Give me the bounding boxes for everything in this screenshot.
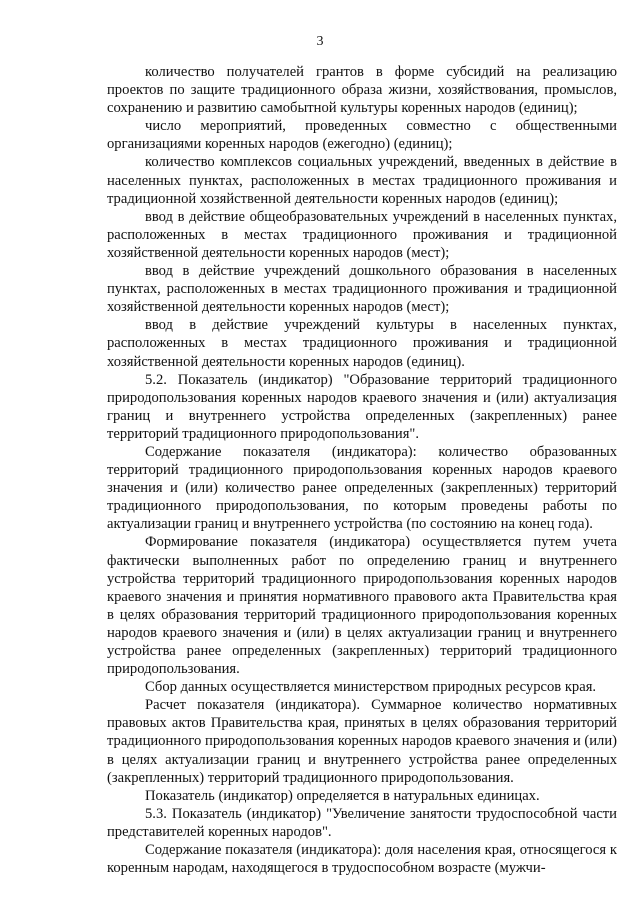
- paragraph-culture-institutions: ввод в действие учреждений культуры в населенных пунктах, расположенных в местах традиционного проживания и традиционной хозяйственной деятельности коренных народов (единиц).: [107, 317, 617, 370]
- page-number: 3: [316, 34, 324, 49]
- paragraph-preschools: ввод в действие учреждений дошкольного образования в населенных пунктах, расположенных в местах традиционного проживания и традиционной хозяйственной деятельности коренных народов (мест);: [107, 263, 617, 316]
- document-body: [107, 63, 617, 877]
- paragraph-grant-recipients: количество получателей грантов в форме субсидий на реализацию проектов по защите традиционного образа жизни, хозяйствования, промыслов, сохранению и развитию самобытной культуры коренных народов (единиц);: [107, 64, 617, 117]
- paragraph-schools: ввод в действие общеобразовательных учреждений в населенных пунктах, расположенных в местах традиционного проживания и традиционной хозяйственной деятельности коренных народов (мест);: [107, 208, 617, 261]
- paragraph-indicator-formation: Формирование показателя (индикатора) осуществляется путем учета фактически выполненных работ по определению границ и внутреннего устройства территорий традиционного природопользования коренных народов краевого значения и принятия нормативного правового акта Правительства края в целях образования территорий традиционного природопользования коренных народов краевого значения и (или) в целях актуализации границ и внутреннего устройства ранее определенных (закрепленных) территорий традиционного природопользования.: [107, 534, 617, 678]
- paragraph-social-complexes: количество комплексов социальных учреждений, введенных в действие в населенных пунктах, расположенных в местах традиционного проживания и традиционной хозяйственной деятельности коренных народов (единиц);: [107, 154, 617, 207]
- paragraph-indicator-5-3-content: Содержание показателя (индикатора): доля населения края, относящегося к коренным народам, находящегося в трудоспособном возрасте (мужчи-: [107, 842, 617, 877]
- paragraph-indicator-5-3: 5.3. Показатель (индикатор) "Увеличение занятости трудоспособной части представителей коренных народов".: [107, 805, 617, 840]
- paragraph-indicator-5-2: 5.2. Показатель (индикатор) "Образование территорий традиционного природопользования коренных народов краевого значения и (или) актуализация границ и внутреннего устройства определенных (закрепленных) ранее территорий традиционного природопользования".: [107, 371, 617, 442]
- paragraph-indicator-content: Содержание показателя (индикатора): количество образованных территорий традиционного природопользования коренных народов краевого значения и (или) количество ранее определенных (закрепленных) территорий традиционного природопользования, по которым проведены работы по актуализации границ и внутреннего устройства (по состоянию на конец года).: [107, 443, 617, 533]
- paragraph-joint-events: число мероприятий, проведенных совместно с общественными организациями коренных народов (ежегодно) (единиц);: [107, 118, 617, 153]
- paragraph-units: Показатель (индикатор) определяется в натуральных единицах.: [145, 787, 540, 804]
- paragraph-data-collection: Сбор данных осуществляется министерством природных ресурсов края.: [145, 679, 597, 696]
- paragraph-calculation: Расчет показателя (индикатора). Суммарное количество нормативных правовых актов Правительства края, принятых в целях образования территорий традиционного природопользования коренных народов краевого значения и (или) в целях актуализации границ и внутреннего устройства ранее определенных (закрепленных) территорий традиционного природопользования.: [107, 697, 617, 786]
